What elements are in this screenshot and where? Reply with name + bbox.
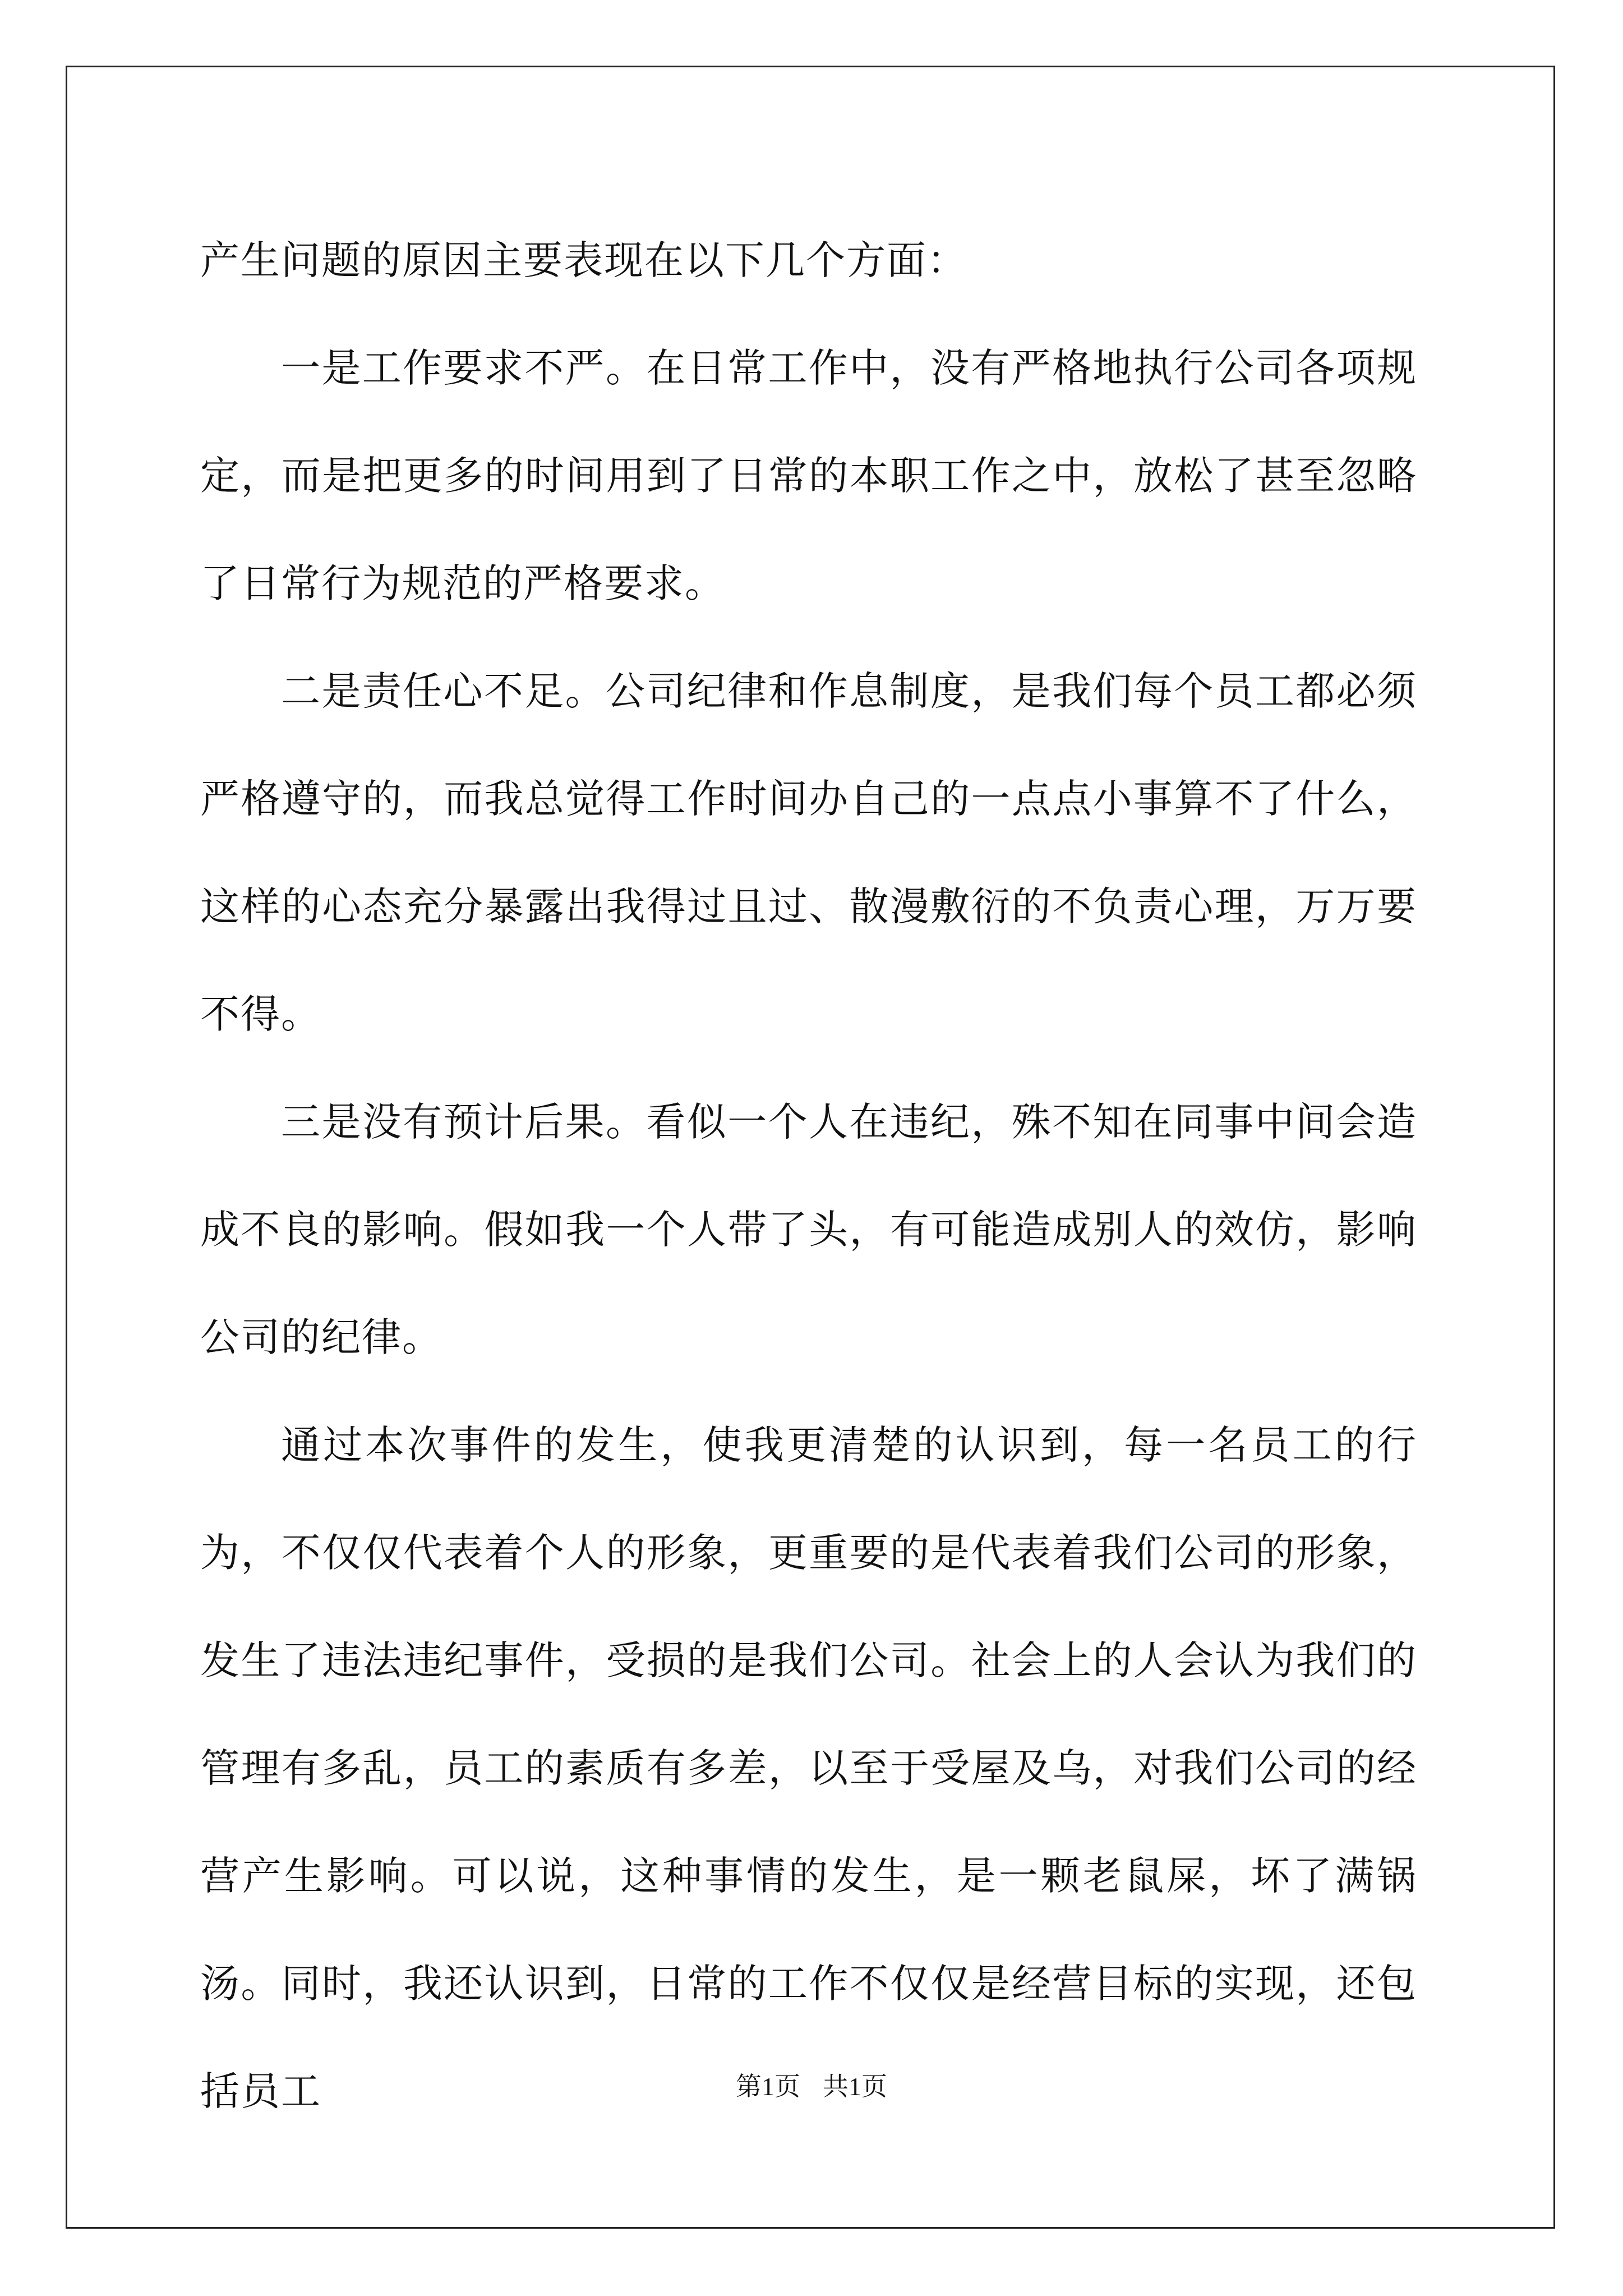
- page-total: 共1页: [823, 2072, 887, 2101]
- document-body: [200, 206, 1417, 2145]
- page-number: 第1页: [736, 2072, 800, 2101]
- paragraph-cause-one: 一是工作要求不严。在日常工作中，没有严格地执行公司各项规定，而是把更多的时间用到了日常的本职工作之中，放松了甚至忽略了日常行为规范的严格要求。: [200, 345, 1417, 606]
- paragraph-cause-two: 二是责任心不足。公司纪律和作息制度，是我们每个员工都必须严格遵守的，而我总觉得工作时间办自己的一点点小事算不了什么，这样的心态充分暴露出我得过且过、散漫敷衍的不负责心理，万万要不得。: [200, 668, 1417, 1037]
- paragraph-reflection: 通过本次事件的发生，使我更清楚的认识到，每一名员工的行为，不仅仅代表着个人的形象，更重要的是代表着我们公司的形象，发生了违法违纪事件，受损的是我们公司。社会上的人会认为我们的管理有多乱，员工的素质有多差，以至于受屋及乌，对我们公司的经营产生影响。可以说，这种事情的发生，是一颗老鼠屎，坏了满锅汤。同时，我还认识到，日常的工作不仅仅是经营目标的实现，还包括员工: [200, 1422, 1417, 2114]
- paragraph-cause-three: 三是没有预计后果。看似一个人在违纪，殊不知在同事中间会造成不良的影响。假如我一个人带了头，有可能造成别人的效仿，影响公司的纪律。: [200, 1099, 1417, 1360]
- page-footer: [0, 2070, 1623, 2104]
- paragraph-causes-intro: 产生问题的原因主要表现在以下几个方面：: [200, 237, 967, 283]
